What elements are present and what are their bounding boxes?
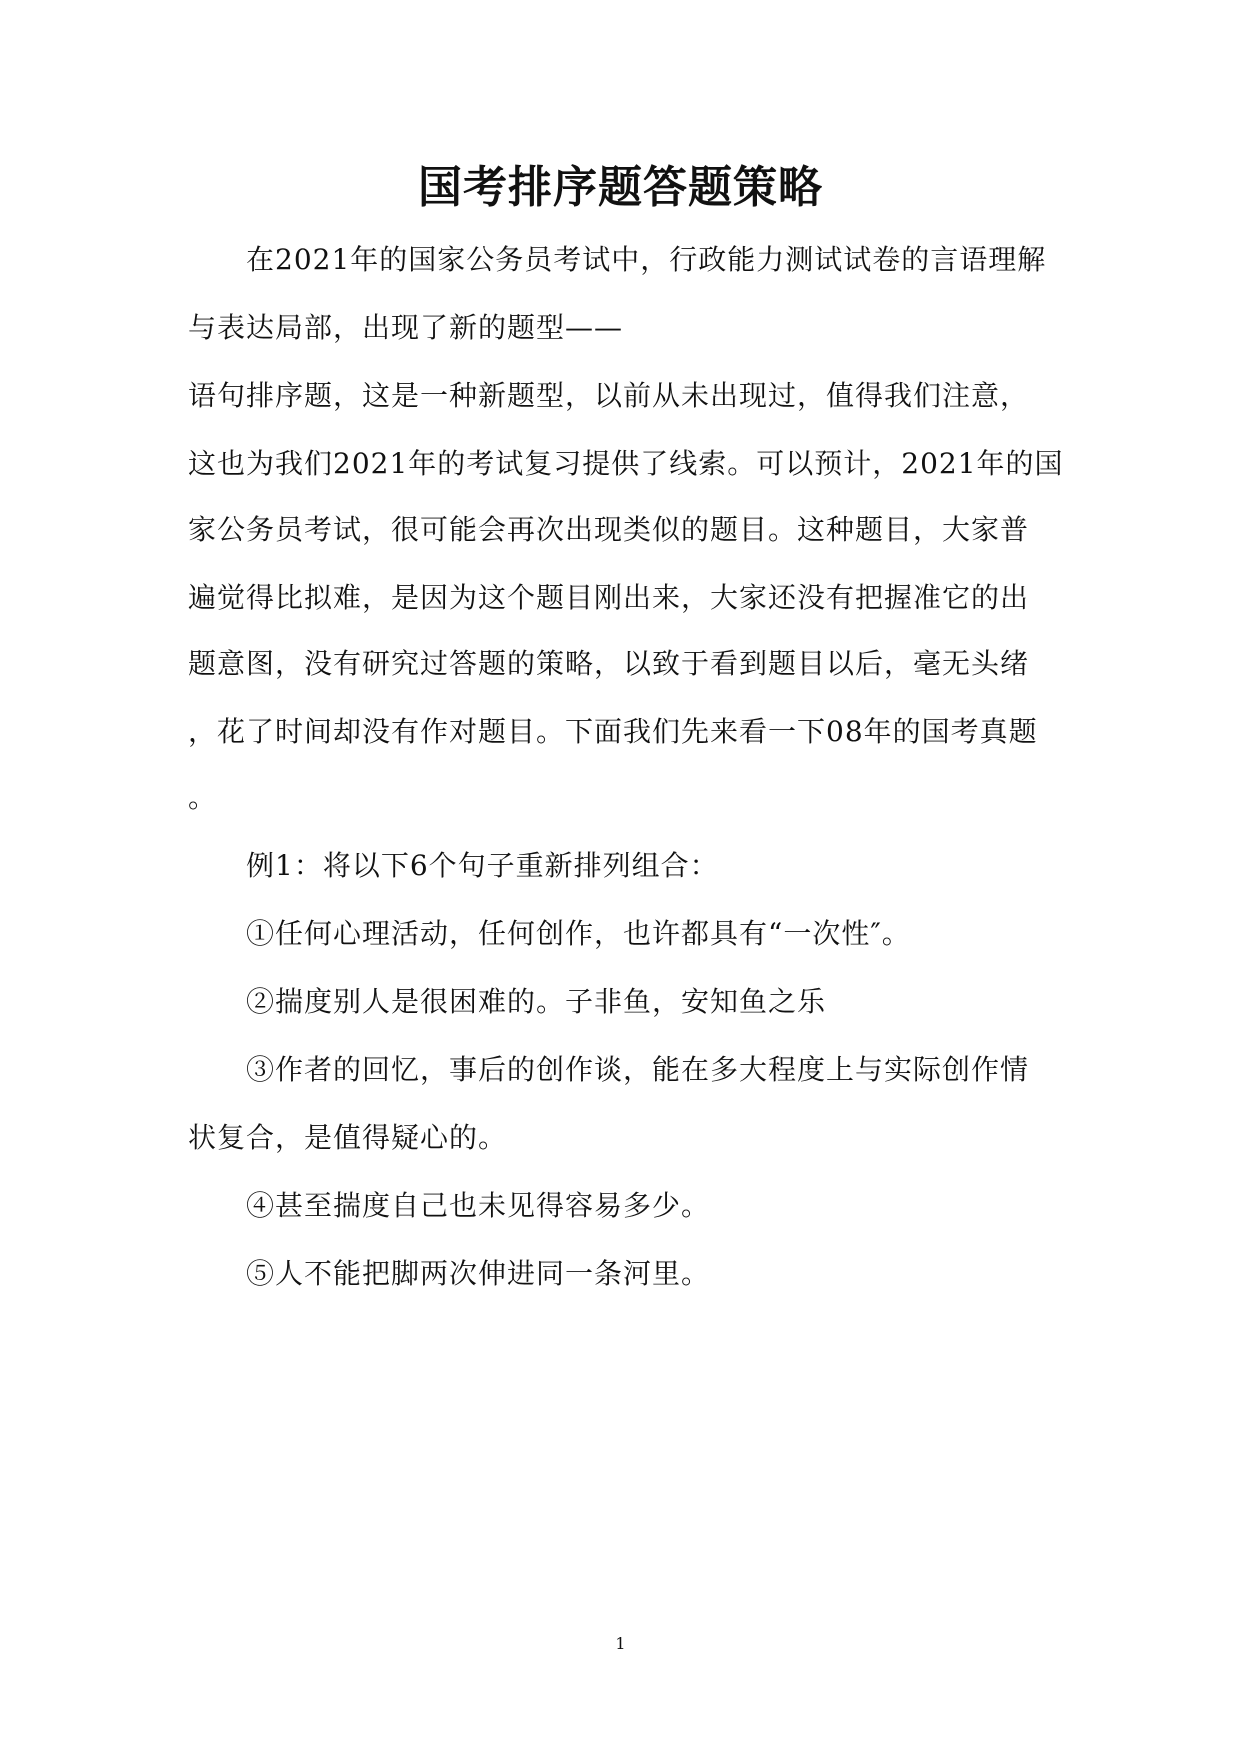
paragraph-line: 遍觉得比拟难，是因为这个题目刚出来，大家还没有把握准它的出: [188, 581, 1030, 614]
sentence-item: ④甚至揣度自己也未见得容易多少。: [246, 1189, 711, 1222]
sentence-item: ⑤人不能把脚两次伸进同一条河里。: [246, 1257, 711, 1290]
sentence-item: ③作者的回忆，事后的创作谈，能在多大程度上与实际创作情: [246, 1053, 1030, 1086]
paragraph-line: 题意图，没有研究过答题的策略，以致于看到题目以后，毫无头绪: [188, 647, 1030, 680]
paragraph-line: 语句排序题，这是一种新题型，以前从未出现过，值得我们注意，: [188, 379, 1030, 412]
example-heading: 例1：将以下6个句子重新排列组合：: [246, 849, 719, 882]
paragraph-line: 在2021年的国家公务员考试中，行政能力测试试卷的言语理解: [246, 243, 1047, 276]
sentence-item: 状复合，是值得疑心的。: [188, 1121, 508, 1154]
paragraph-line: 家公务员考试，很可能会再次出现类似的题目。这种题目，大家普: [188, 513, 1030, 546]
sentence-item: ①任何心理活动，任何创作，也许都具有“一次性″。: [246, 917, 911, 950]
document-title: 国考排序题答题策略: [418, 162, 823, 213]
page-number: 1: [615, 1634, 626, 1653]
paragraph-line: 这也为我们2021年的考试复习提供了线索。可以预计，2021年的国: [188, 447, 1064, 480]
paragraph-line: ，花了时间却没有作对题目。下面我们先来看一下08年的国考真题: [188, 715, 1038, 748]
paragraph-line: 与表达局部，出现了新的题型——: [188, 311, 624, 344]
paragraph-line: 。: [188, 781, 218, 814]
sentence-item: ②揣度别人是很困难的。子非鱼，安知鱼之乐: [246, 985, 827, 1018]
